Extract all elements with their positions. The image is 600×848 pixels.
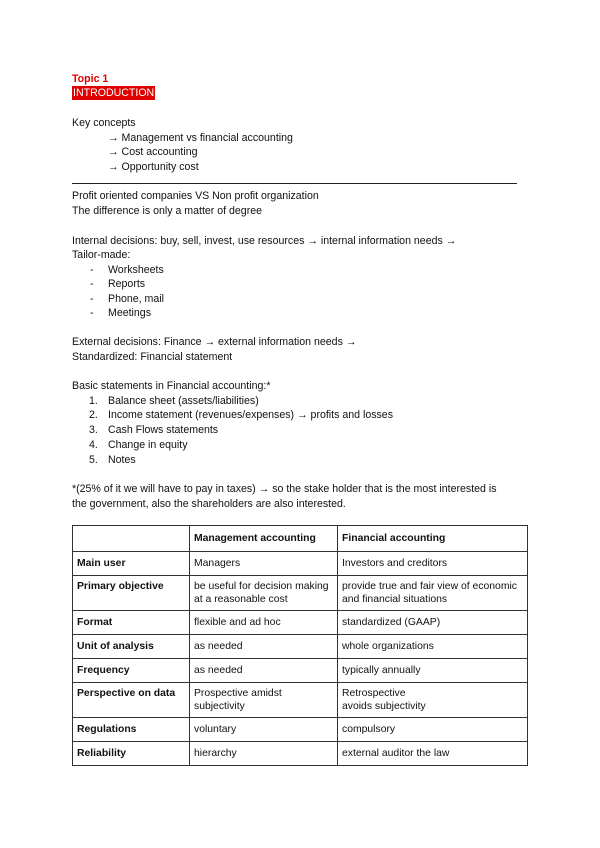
table-row xyxy=(73,718,528,742)
table-row xyxy=(73,683,528,718)
row-label: Unit of analysis xyxy=(73,635,190,659)
tailor-made-line: Tailor-made: xyxy=(72,249,131,261)
fin-cell: typically annually xyxy=(338,659,528,683)
table-row xyxy=(73,552,528,576)
fin-cell: Investors and creditors xyxy=(338,552,528,576)
mgmt-cell: Managers xyxy=(190,552,338,576)
table-row xyxy=(73,576,528,611)
profit-line: Profit oriented companies VS Non profit organization xyxy=(72,190,319,202)
dash-bullet: - xyxy=(90,264,94,276)
table-row xyxy=(73,611,528,635)
external-decisions-line: External decisions: Finance → external information needs → xyxy=(72,336,357,348)
table-header-cell xyxy=(73,526,190,552)
table-header-row xyxy=(73,526,528,552)
key-concept-item: → Management vs financial accounting xyxy=(108,132,293,144)
fin-cell: compulsory xyxy=(338,718,528,742)
section-heading: INTRODUCTION xyxy=(73,87,155,99)
row-label: Format xyxy=(73,611,190,635)
horizontal-rule xyxy=(72,183,517,184)
mgmt-cell: hierarchy xyxy=(190,742,338,766)
fin-cell: Retrospective avoids subjectivity xyxy=(338,683,528,718)
mgmt-cell: as needed xyxy=(190,659,338,683)
row-label: Main user xyxy=(73,552,190,576)
key-concept-item: → Cost accounting xyxy=(108,146,198,158)
document-page: Topic 1 INTRODUCTION Key concepts → Management vs financial accounting → Cost accounting → Opportunity cost Profit oriented companies VS Non profit organization The difference is only a matter of degree Internal decisions: buy, sell, invest, use resources → internal information needs → Tailor-made: - Worksheets - Reports - Phone, mail - Meetings External decisions: Finance → external information needs → Standardized: Financial statement Basic statements in Financial accounting:* 1. Balance sheet (assets/liabilities) 2. Income statement (revenues/expenses) → profits and losses 3. Cash Flows statements 4. Change in equity 5. Notes *(25% of it we will have to pay in taxes) → so the stake holder that is the most interested is the government, also the shareholders are also interested. Management accounting Financial accounting Main user Managers Investors and creditors Primary objective be useful for decision making at a reasonable cost provide true and fair view of economic and financial situations Format flexible and ad hoc standardized (GAAP) Unit of analysis as needed whole organizations Frequency as needed typically annually Perspective on data Prospective amidst subjectivity Retrospective avoids subjectivity Regulations voluntary compulsory Reliability hierarchy external auditor the law xyxy=(0,0,600,848)
fin-cell: provide true and fair view of economic and financial situations xyxy=(338,576,528,611)
row-label: Regulations xyxy=(73,718,190,742)
row-label: Frequency xyxy=(73,659,190,683)
fin-cell: external auditor the law xyxy=(338,742,528,766)
dash-bullet: - xyxy=(90,278,94,290)
row-label: Reliability xyxy=(73,742,190,766)
mgmt-cell: voluntary xyxy=(190,718,338,742)
table-row xyxy=(73,635,528,659)
table-header-cell: Management accounting xyxy=(190,526,338,552)
row-label: Perspective on data xyxy=(73,683,190,718)
mgmt-cell: Prospective amidst subjectivity xyxy=(190,683,338,718)
footnote-line-2: the government, also the shareholders are also interested. xyxy=(72,498,346,510)
basic-statements-title: Basic statements in Financial accounting:* xyxy=(72,380,271,392)
difference-line: The difference is only a matter of degree xyxy=(72,205,263,217)
table-header-cell: Financial accounting xyxy=(338,526,528,552)
comparison-table xyxy=(72,525,528,766)
table-row xyxy=(73,659,528,683)
dash-bullet: - xyxy=(90,307,94,319)
mgmt-cell: flexible and ad hoc xyxy=(190,611,338,635)
mgmt-cell: be useful for decision making at a reasonable cost xyxy=(190,576,338,611)
fin-cell: standardized (GAAP) xyxy=(338,611,528,635)
footnote-line-1: *(25% of it we will have to pay in taxes) → so the stake holder that is the most interested is xyxy=(72,483,497,495)
internal-decisions-line: Internal decisions: buy, sell, invest, use resources → internal information needs → xyxy=(72,235,457,247)
fin-cell: whole organizations xyxy=(338,635,528,659)
standardized-line: Standardized: Financial statement xyxy=(72,351,233,363)
dash-bullet: - xyxy=(90,293,94,305)
mgmt-cell: as needed xyxy=(190,635,338,659)
row-label: Primary objective xyxy=(73,576,190,611)
key-concepts-title: Key concepts xyxy=(72,117,136,129)
table-row xyxy=(73,742,528,766)
topic-label: Topic 1 xyxy=(72,73,109,85)
key-concept-item: → Opportunity cost xyxy=(108,161,199,173)
